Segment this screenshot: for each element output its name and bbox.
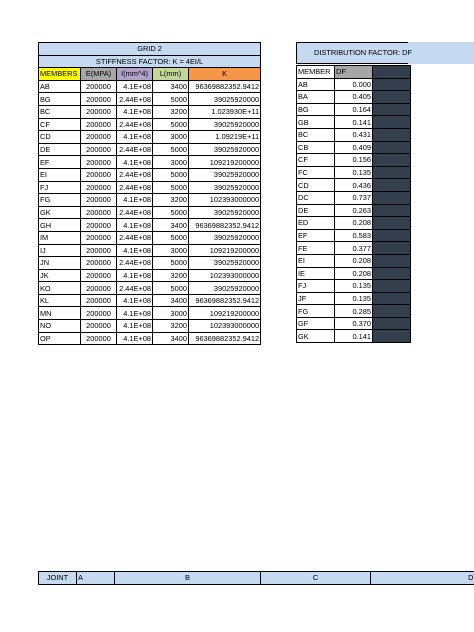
- member-cell[interactable]: MN: [39, 307, 81, 320]
- distribution-row: [297, 141, 411, 154]
- df-cell[interactable]: 0.141: [335, 330, 373, 343]
- joint-table: [38, 571, 474, 585]
- l-cell[interactable]: 3400: [153, 219, 189, 232]
- k-cell[interactable]: 39025920000: [189, 181, 261, 194]
- stiffness-header-row: [39, 68, 261, 81]
- l-cell[interactable]: 5000: [153, 118, 189, 131]
- e-cell[interactable]: 200000: [81, 320, 117, 333]
- l-cell[interactable]: 3400: [153, 332, 189, 345]
- member-cell[interactable]: OP: [39, 332, 81, 345]
- k-cell[interactable]: 39025920000: [189, 231, 261, 244]
- l-cell[interactable]: 3000: [153, 156, 189, 169]
- stiffness-row: [39, 244, 261, 257]
- grid-title[interactable]: GRID 2: [39, 43, 261, 56]
- k-cell[interactable]: 109219200000: [189, 156, 261, 169]
- member-cell[interactable]: KL: [39, 294, 81, 307]
- distribution-row: [297, 166, 411, 179]
- l-cell[interactable]: 3000: [153, 131, 189, 144]
- l-cell[interactable]: 5000: [153, 282, 189, 295]
- dark-cell[interactable]: [373, 66, 411, 79]
- e-cell[interactable]: 200000: [81, 156, 117, 169]
- l-cell[interactable]: 3200: [153, 194, 189, 207]
- stiffness-row: [39, 156, 261, 169]
- stiffness-formula[interactable]: STIFFNESS FACTOR: K = 4EI/L: [39, 55, 261, 68]
- dark-cell[interactable]: [373, 141, 411, 154]
- member-cell[interactable]: EI: [39, 168, 81, 181]
- k-cell[interactable]: 102393000000: [189, 194, 261, 207]
- member-cell[interactable]: GK: [297, 330, 335, 343]
- k-cell[interactable]: 96369882352.9412: [189, 80, 261, 93]
- dark-cell[interactable]: [373, 292, 411, 305]
- stiffness-row: [39, 219, 261, 232]
- stiffness-row: [39, 294, 261, 307]
- header-joint-b[interactable]: B: [115, 572, 261, 585]
- k-cell[interactable]: 109219200000: [189, 307, 261, 320]
- k-cell[interactable]: 102393000000: [189, 269, 261, 282]
- e-cell[interactable]: 200000: [81, 219, 117, 232]
- l-cell[interactable]: 5000: [153, 206, 189, 219]
- member-cell[interactable]: FG: [297, 305, 335, 318]
- member-cell[interactable]: EF: [39, 156, 81, 169]
- e-cell[interactable]: 200000: [81, 93, 117, 106]
- dark-cell[interactable]: [373, 91, 411, 104]
- i-cell[interactable]: 2.44E+08: [117, 181, 153, 194]
- member-cell[interactable]: CB: [297, 141, 335, 154]
- e-cell[interactable]: 200000: [81, 294, 117, 307]
- e-cell[interactable]: 200000: [81, 168, 117, 181]
- i-cell[interactable]: 4.1E+08: [117, 105, 153, 118]
- distribution-header: [296, 42, 474, 64]
- member-cell[interactable]: GH: [39, 219, 81, 232]
- e-cell[interactable]: 200000: [81, 269, 117, 282]
- header-joint[interactable]: JOINT: [39, 572, 77, 585]
- i-cell[interactable]: 2.44E+08: [117, 206, 153, 219]
- stiffness-row: [39, 307, 261, 320]
- dark-cell[interactable]: [373, 179, 411, 192]
- k-cell[interactable]: 39025920000: [189, 282, 261, 295]
- e-cell[interactable]: 200000: [81, 257, 117, 270]
- stiffness-row: [39, 269, 261, 282]
- e-cell[interactable]: 200000: [81, 244, 117, 257]
- dark-cell[interactable]: [373, 78, 411, 91]
- l-cell[interactable]: 5000: [153, 168, 189, 181]
- header-df[interactable]: DF: [335, 66, 373, 79]
- distribution-row: [297, 191, 411, 204]
- distribution-row: [297, 78, 411, 91]
- i-cell[interactable]: 4.1E+08: [117, 156, 153, 169]
- header-joint-a[interactable]: A: [77, 572, 115, 585]
- stiffness-row: [39, 168, 261, 181]
- k-cell[interactable]: 96369882352.9412: [189, 332, 261, 345]
- df-cell[interactable]: 0.135: [335, 280, 373, 293]
- df-cell[interactable]: 0.405: [335, 91, 373, 104]
- member-cell[interactable]: FG: [39, 194, 81, 207]
- i-cell[interactable]: 4.1E+08: [117, 219, 153, 232]
- e-cell[interactable]: 200000: [81, 181, 117, 194]
- header-l[interactable]: L(mm): [153, 68, 189, 81]
- dark-cell[interactable]: [373, 217, 411, 230]
- joint-header-row: [39, 572, 474, 585]
- k-cell[interactable]: 96369882352.9412: [189, 219, 261, 232]
- member-cell[interactable]: GB: [297, 116, 335, 129]
- df-cell[interactable]: 0.583: [335, 229, 373, 242]
- stiffness-row: [39, 93, 261, 106]
- distribution-row: [297, 229, 411, 242]
- dark-cell[interactable]: [373, 280, 411, 293]
- distribution-row: [297, 330, 411, 343]
- distribution-row: [297, 217, 411, 230]
- member-cell[interactable]: NO: [39, 320, 81, 333]
- member-cell[interactable]: BG: [297, 103, 335, 116]
- l-cell[interactable]: 3200: [153, 105, 189, 118]
- member-cell[interactable]: BC: [39, 105, 81, 118]
- member-cell[interactable]: FJ: [39, 181, 81, 194]
- k-cell[interactable]: 39025920000: [189, 143, 261, 156]
- i-cell[interactable]: 4.1E+08: [117, 194, 153, 207]
- stiffness-row: [39, 257, 261, 270]
- distribution-row: [297, 254, 411, 267]
- member-cell[interactable]: IM: [39, 231, 81, 244]
- distribution-row: [297, 204, 411, 217]
- member-cell[interactable]: CD: [39, 131, 81, 144]
- distribution-row: [297, 116, 411, 129]
- member-cell[interactable]: BC: [297, 128, 335, 141]
- k-cell[interactable]: 1.023930E+11: [189, 105, 261, 118]
- k-cell[interactable]: 1.09219E+11: [189, 131, 261, 144]
- member-cell[interactable]: IE: [297, 267, 335, 280]
- stiffness-row: [39, 282, 261, 295]
- stiffness-row: [39, 332, 261, 345]
- e-cell[interactable]: 200000: [81, 131, 117, 144]
- l-cell[interactable]: 3400: [153, 80, 189, 93]
- df-cell[interactable]: 0.135: [335, 292, 373, 305]
- dark-cell[interactable]: [373, 267, 411, 280]
- member-cell[interactable]: FC: [297, 166, 335, 179]
- df-cell[interactable]: 0.208: [335, 217, 373, 230]
- df-cell[interactable]: 0.000: [335, 78, 373, 91]
- member-cell[interactable]: CF: [297, 154, 335, 167]
- df-cell[interactable]: 0.409: [335, 141, 373, 154]
- dark-cell[interactable]: [373, 154, 411, 167]
- member-cell[interactable]: EF: [297, 229, 335, 242]
- df-cell[interactable]: 0.135: [335, 166, 373, 179]
- dark-cell[interactable]: [373, 254, 411, 267]
- k-cell[interactable]: 109219200000: [189, 244, 261, 257]
- df-cell[interactable]: 0.164: [335, 103, 373, 116]
- df-cell[interactable]: 0.208: [335, 254, 373, 267]
- stiffness-row: [39, 118, 261, 131]
- dark-cell[interactable]: [373, 317, 411, 330]
- member-cell[interactable]: ED: [297, 217, 335, 230]
- e-cell[interactable]: 200000: [81, 118, 117, 131]
- df-cell[interactable]: 0.370: [335, 317, 373, 330]
- i-cell[interactable]: 2.44E+08: [117, 93, 153, 106]
- e-cell[interactable]: 200000: [81, 206, 117, 219]
- distribution-row: [297, 280, 411, 293]
- member-cell[interactable]: AB: [39, 80, 81, 93]
- distribution-row: [297, 179, 411, 192]
- k-cell[interactable]: 39025920000: [189, 168, 261, 181]
- e-cell[interactable]: 200000: [81, 282, 117, 295]
- i-cell[interactable]: 4.1E+08: [117, 80, 153, 93]
- distribution-row: [297, 317, 411, 330]
- df-cell[interactable]: 0.208: [335, 267, 373, 280]
- i-cell[interactable]: 2.44E+08: [117, 257, 153, 270]
- i-cell[interactable]: 2.44E+08: [117, 231, 153, 244]
- i-cell[interactable]: 2.44E+08: [117, 282, 153, 295]
- l-cell[interactable]: 5000: [153, 93, 189, 106]
- e-cell[interactable]: 200000: [81, 332, 117, 345]
- stiffness-row: [39, 194, 261, 207]
- df-cell[interactable]: 0.141: [335, 116, 373, 129]
- member-cell[interactable]: CD: [297, 179, 335, 192]
- i-cell[interactable]: 2.44E+08: [117, 168, 153, 181]
- member-cell[interactable]: IJ: [39, 244, 81, 257]
- stiffness-table: [38, 42, 261, 345]
- stiffness-row: [39, 105, 261, 118]
- l-cell[interactable]: 3200: [153, 269, 189, 282]
- i-cell[interactable]: 2.44E+08: [117, 143, 153, 156]
- member-cell[interactable]: DE: [39, 143, 81, 156]
- distribution-row: [297, 91, 411, 104]
- member-cell[interactable]: GF: [297, 317, 335, 330]
- k-cell[interactable]: 102393000000: [189, 320, 261, 333]
- dark-cell[interactable]: [373, 330, 411, 343]
- i-cell[interactable]: 4.1E+08: [117, 307, 153, 320]
- member-cell[interactable]: FJ: [297, 280, 335, 293]
- member-cell[interactable]: JF: [297, 292, 335, 305]
- e-cell[interactable]: 200000: [81, 307, 117, 320]
- l-cell[interactable]: 5000: [153, 143, 189, 156]
- k-cell[interactable]: 39025920000: [189, 257, 261, 270]
- member-cell[interactable]: JN: [39, 257, 81, 270]
- df-cell[interactable]: 0.377: [335, 242, 373, 255]
- dark-cell[interactable]: [373, 166, 411, 179]
- member-cell[interactable]: FE: [297, 242, 335, 255]
- stiffness-row: [39, 231, 261, 244]
- dark-cell[interactable]: [373, 229, 411, 242]
- i-cell[interactable]: 2.44E+08: [117, 118, 153, 131]
- l-cell[interactable]: 3000: [153, 307, 189, 320]
- stiffness-row: [39, 320, 261, 333]
- distribution-row: [297, 103, 411, 116]
- i-cell[interactable]: 4.1E+08: [117, 244, 153, 257]
- i-cell[interactable]: 4.1E+08: [117, 131, 153, 144]
- k-cell[interactable]: 96369882352.9412: [189, 294, 261, 307]
- i-cell[interactable]: 4.1E+08: [117, 269, 153, 282]
- header-joint-c[interactable]: C: [261, 572, 371, 585]
- l-cell[interactable]: 3400: [153, 294, 189, 307]
- l-cell[interactable]: 3000: [153, 244, 189, 257]
- df-cell[interactable]: 0.263: [335, 204, 373, 217]
- header-members[interactable]: MEMBERS: [39, 68, 81, 81]
- dark-cell[interactable]: [373, 204, 411, 217]
- e-cell[interactable]: 200000: [81, 143, 117, 156]
- dark-cell[interactable]: [373, 242, 411, 255]
- member-cell[interactable]: CF: [39, 118, 81, 131]
- l-cell[interactable]: 3200: [153, 320, 189, 333]
- distribution-row: [297, 128, 411, 141]
- l-cell[interactable]: 5000: [153, 257, 189, 270]
- distribution-row: [297, 305, 411, 318]
- k-cell[interactable]: 39025920000: [189, 93, 261, 106]
- i-cell[interactable]: 4.1E+08: [117, 320, 153, 333]
- dark-cell[interactable]: [373, 128, 411, 141]
- header-member[interactable]: MEMBER: [297, 66, 335, 79]
- e-cell[interactable]: 200000: [81, 105, 117, 118]
- e-cell[interactable]: 200000: [81, 194, 117, 207]
- i-cell[interactable]: 4.1E+08: [117, 332, 153, 345]
- distribution-title: DISTRIBUTION FACTOR: DF: [314, 48, 412, 57]
- dark-cell[interactable]: [373, 116, 411, 129]
- k-cell[interactable]: 39025920000: [189, 206, 261, 219]
- df-cell[interactable]: 0.737: [335, 191, 373, 204]
- l-cell[interactable]: 5000: [153, 181, 189, 194]
- l-cell[interactable]: 5000: [153, 231, 189, 244]
- distribution-header-row: [297, 66, 411, 79]
- i-cell[interactable]: 4.1E+08: [117, 294, 153, 307]
- member-cell[interactable]: AB: [297, 78, 335, 91]
- distribution-row: [297, 242, 411, 255]
- df-cell[interactable]: 0.436: [335, 179, 373, 192]
- distribution-row: [297, 267, 411, 280]
- stiffness-row: [39, 80, 261, 93]
- distribution-row: [297, 292, 411, 305]
- stiffness-row: [39, 131, 261, 144]
- member-cell[interactable]: DC: [297, 191, 335, 204]
- member-cell[interactable]: GK: [39, 206, 81, 219]
- df-cell[interactable]: 0.285: [335, 305, 373, 318]
- distribution-row: [297, 154, 411, 167]
- header-i[interactable]: I(mm^4): [117, 68, 153, 81]
- distribution-table: [296, 65, 411, 343]
- df-cell[interactable]: 0.156: [335, 154, 373, 167]
- member-cell[interactable]: BA: [297, 91, 335, 104]
- dark-cell[interactable]: [373, 191, 411, 204]
- header-e[interactable]: E(MPA): [81, 68, 117, 81]
- member-cell[interactable]: KO: [39, 282, 81, 295]
- stiffness-row: [39, 181, 261, 194]
- member-cell[interactable]: JK: [39, 269, 81, 282]
- header-joint-d[interactable]: D: [371, 572, 474, 585]
- member-cell[interactable]: BG: [39, 93, 81, 106]
- stiffness-row: [39, 206, 261, 219]
- dark-cell[interactable]: [373, 103, 411, 116]
- member-cell[interactable]: EI: [297, 254, 335, 267]
- k-cell[interactable]: 39025920000: [189, 118, 261, 131]
- member-cell[interactable]: DE: [297, 204, 335, 217]
- stiffness-row: [39, 143, 261, 156]
- df-cell[interactable]: 0.431: [335, 128, 373, 141]
- e-cell[interactable]: 200000: [81, 231, 117, 244]
- e-cell[interactable]: 200000: [81, 80, 117, 93]
- dark-cell[interactable]: [373, 305, 411, 318]
- header-k[interactable]: K: [189, 68, 261, 81]
